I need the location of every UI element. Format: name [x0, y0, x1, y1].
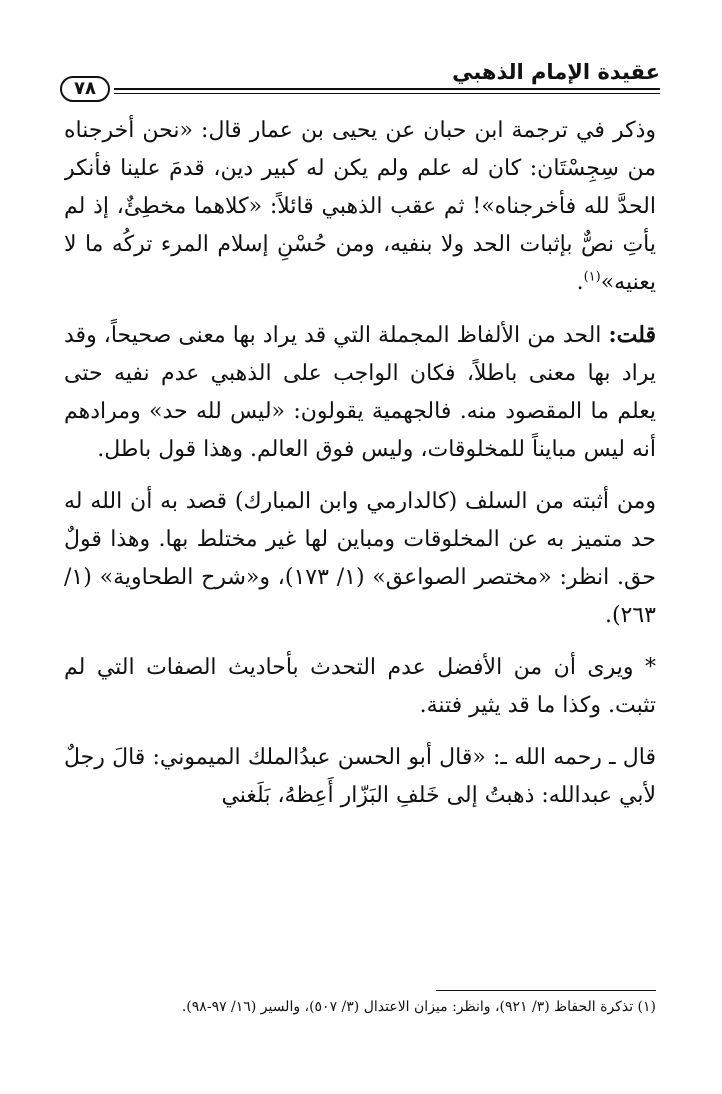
- footnote: (١) تذكرة الحفاظ (٣/ ٩٢١)، وانظر: ميزان الاعتدال (٣/ ٥٠٧)، والسير (١٦/ ٩٧-٩٨).: [181, 999, 656, 1015]
- paragraph-2: [64, 316, 656, 469]
- paragraph-1-text: وذكر في ترجمة ابن حبان عن يحيى بن عمار قال: «نحن أخرجناه من سِجِسْتَان: كان له علم ولم يكن له كبير دين، قدمَ علينا فأنكر الحدَّ لله فأخرجناه»! ثم عقب الذهبي قائلاً: «كلاهما مخطِئٌ، إذ لم يأتِ نصٌّ بإثبات الحد ولا بنفيه، ومن حُسْنِ إسلام المرء تركُه ما لا يعنيه»: [64, 118, 656, 295]
- header-rule: [114, 88, 660, 90]
- paragraph-1-end: .: [576, 270, 584, 295]
- paragraph-4: * ويرى أن من الأفضل عدم التحدث بأحاديث الصفات التي لم تثبت. وكذا ما قد يثير فتنة.: [64, 655, 656, 718]
- paragraph-2-lead: قلت:: [608, 322, 656, 348]
- book-title: عقيدة الإمام الذهبي: [452, 60, 660, 84]
- page-number: ٧٨: [60, 76, 110, 102]
- header-rule-thin: [114, 93, 660, 94]
- paragraph-1: [64, 112, 656, 302]
- page-header: [60, 58, 660, 102]
- paragraph-2-text: الحد من الألفاظ المجملة التي قد يراد بها معنى صحيحاً، وقد يراد بها معنى باطلاً، فكان الواجب على الذهبي عدم نفيه حتى يعلم ما المقصود منه. فالجهمية يقولون: «ليس لله حد» ومرادهم أنه ليس مبايناً للمخلوقات، وليس فوق العالم. وهذا قول باطل.: [64, 323, 656, 462]
- footnote-rule: [436, 990, 656, 991]
- paragraph-3: ومن أثبته من السلف (كالدارمي وابن المبارك) قصد به أن الله له حد متميز به عن المخلوقات ومباين لها غير مختلط بها. وهذا قولٌ حق. انظر: «مختصر الصواعق» (١/ ١٧٣)، و«شرح الطحاوية» (١/ ٢٦٣).: [64, 489, 656, 628]
- paragraph-5: قال ـ رحمه الله ـ: «قال أبو الحسن عبدُالملك الميموني: قالَ رجلٌ لأبي عبدالله: ذهبتُ إلى خَلفِ البَزّار أَعِظهُ، بَلَغني: [64, 745, 656, 808]
- footnote-reference: (١): [583, 269, 601, 285]
- page-body: [64, 112, 656, 992]
